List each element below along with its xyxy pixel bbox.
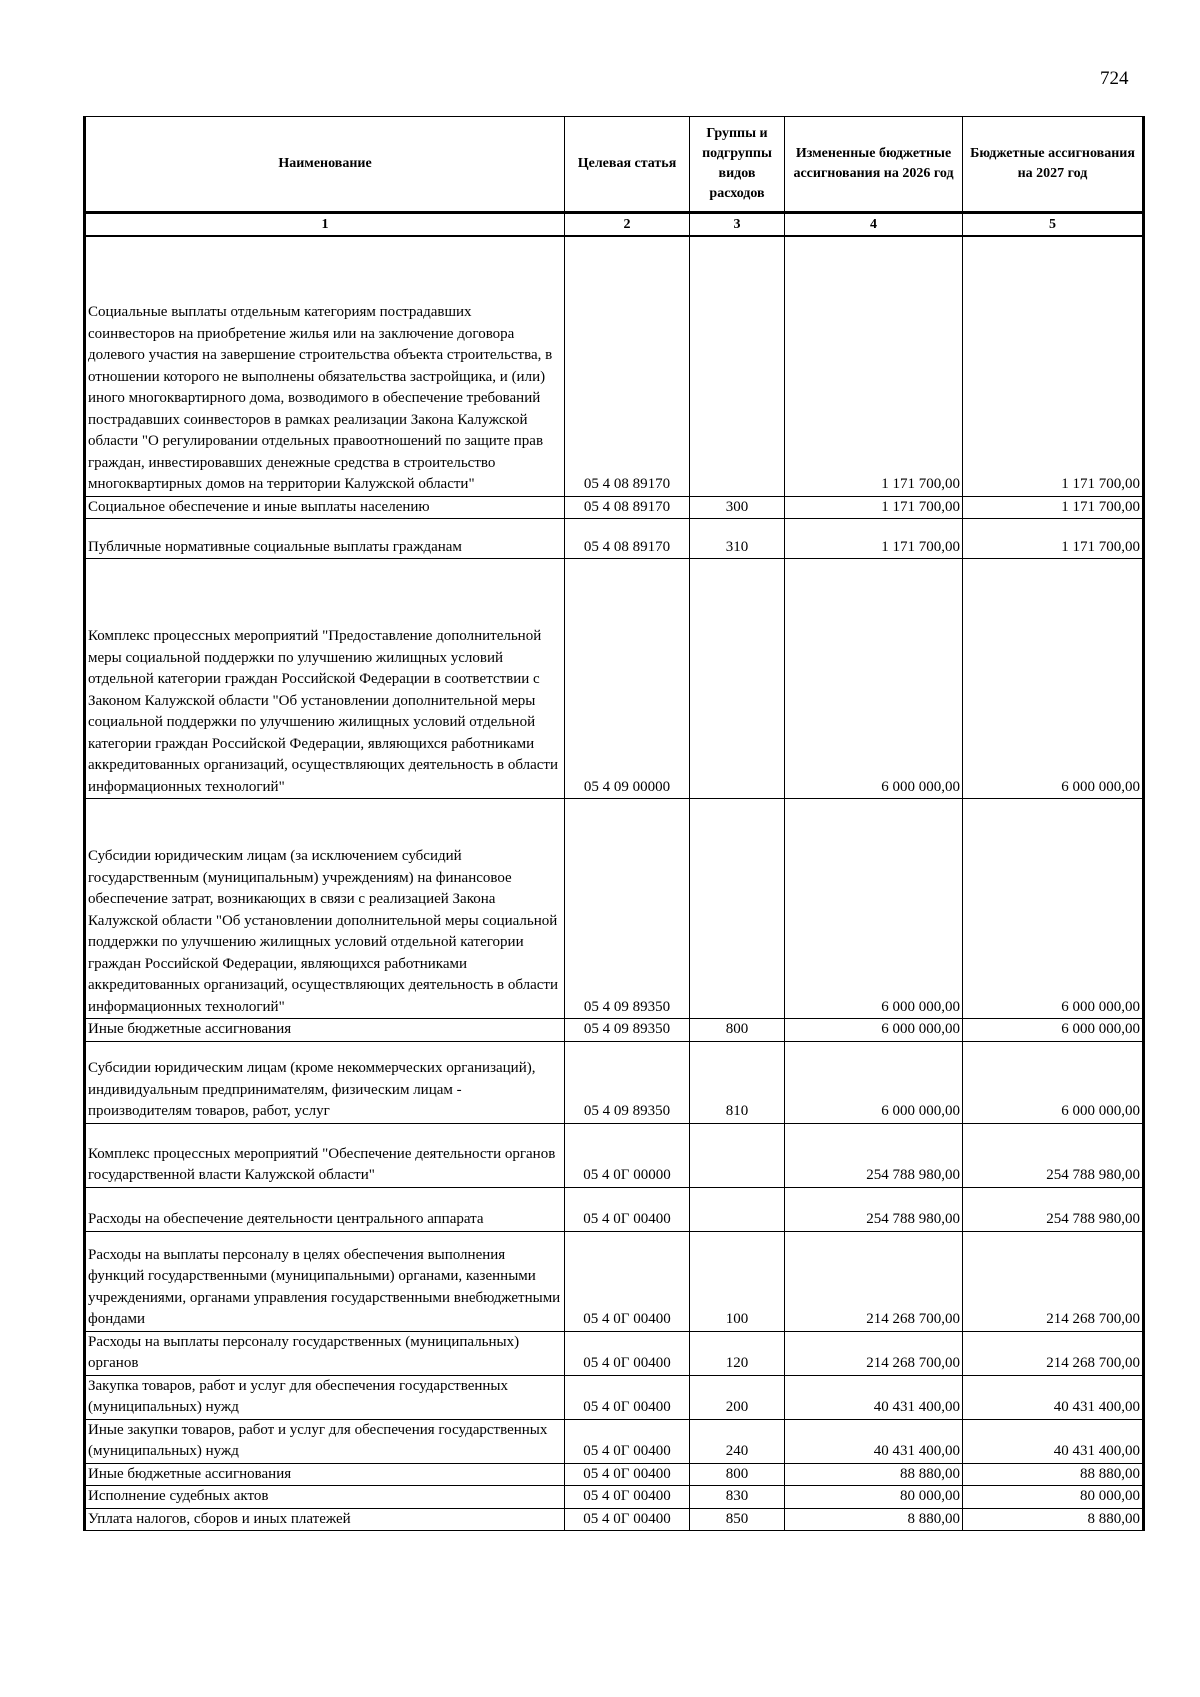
- row-code: 05 4 09 89350: [565, 1041, 690, 1123]
- header-row: [85, 117, 1144, 213]
- row-name: Закупка товаров, работ и услуг для обеспечения государственных (муниципальных) нужд: [85, 1375, 565, 1419]
- row-amount-2026: 254 788 980,00: [785, 1187, 963, 1231]
- row-group: 300: [690, 496, 785, 519]
- row-group: 100: [690, 1231, 785, 1331]
- row-code: 05 4 0Г 00400: [565, 1375, 690, 1419]
- row-amount-2027: 6 000 000,00: [963, 1019, 1144, 1042]
- table-row: [85, 559, 1144, 799]
- row-group: [690, 1123, 785, 1187]
- row-amount-2026: 6 000 000,00: [785, 1041, 963, 1123]
- row-amount-2026: 8 880,00: [785, 1508, 963, 1531]
- row-name: Субсидии юридическим лицам (за исключением субсидий государственным (муниципальным) учреждениям) на финансовое обеспечение затрат, возникающих в связи с реализацией Закона Калужской области "Об установлении дополнительной меры социальной поддержки по улучшению жилищных условий отдельной категории граждан Российской Федерации, являющихся работниками аккредитованных организаций, осуществляющих деятельность в области информационных технологий": [85, 799, 565, 1019]
- budget-table: [83, 116, 1145, 1531]
- row-group: 800: [690, 1463, 785, 1486]
- header-amount-2026: Измененные бюджетные ассигнования на 2026 год: [785, 117, 963, 213]
- row-amount-2027: 40 431 400,00: [963, 1375, 1144, 1419]
- table-row: [85, 496, 1144, 519]
- row-code: 05 4 0Г 00000: [565, 1123, 690, 1187]
- table-row: [85, 1331, 1144, 1375]
- row-name: Расходы на выплаты персоналу государственных (муниципальных) органов: [85, 1331, 565, 1375]
- row-amount-2026: 88 880,00: [785, 1463, 963, 1486]
- row-name: Иные бюджетные ассигнования: [85, 1463, 565, 1486]
- row-group: [690, 559, 785, 799]
- row-amount-2027: 8 880,00: [963, 1508, 1144, 1531]
- row-amount-2027: 80 000,00: [963, 1486, 1144, 1509]
- table-row: [85, 236, 1144, 496]
- row-amount-2027: 6 000 000,00: [963, 799, 1144, 1019]
- row-amount-2026: 254 788 980,00: [785, 1123, 963, 1187]
- row-group: 240: [690, 1419, 785, 1463]
- column-number-row: [85, 213, 1144, 237]
- table-row: [85, 1123, 1144, 1187]
- row-amount-2027: 254 788 980,00: [963, 1187, 1144, 1231]
- row-name: Иные бюджетные ассигнования: [85, 1019, 565, 1042]
- row-amount-2027: 1 171 700,00: [963, 519, 1144, 559]
- row-amount-2026: 40 431 400,00: [785, 1419, 963, 1463]
- row-code: 05 4 09 89350: [565, 799, 690, 1019]
- row-amount-2027: 214 268 700,00: [963, 1331, 1144, 1375]
- row-group: 810: [690, 1041, 785, 1123]
- row-amount-2027: 6 000 000,00: [963, 1041, 1144, 1123]
- row-group: [690, 236, 785, 496]
- row-name: Расходы на обеспечение деятельности центрального аппарата: [85, 1187, 565, 1231]
- column-number-1: 1: [85, 213, 565, 237]
- row-code: 05 4 09 00000: [565, 559, 690, 799]
- row-name: Иные закупки товаров, работ и услуг для обеспечения государственных (муниципальных) нужд: [85, 1419, 565, 1463]
- row-group: 120: [690, 1331, 785, 1375]
- header-amount-2027: Бюджетные ассигнования на 2027 год: [963, 117, 1144, 213]
- table-row: [85, 1419, 1144, 1463]
- row-amount-2026: 80 000,00: [785, 1486, 963, 1509]
- row-name: Социальные выплаты отдельным категориям пострадавших соинвесторов на приобретение жилья или на заключение договора долевого участия на завершение строительства объекта строительства, в отношении которого не выполнены обязательства застройщика, и (или) иного многоквартирного дома, возводимого в обеспечение требований пострадавших соинвесторов в рамках реализации Закона Калужской области "О регулировании отдельных правоотношений по защите прав граждан, инвестировавших денежные средства в строительство многоквартирных домов на территории Калужской области": [85, 236, 565, 496]
- row-code: 05 4 09 89350: [565, 1019, 690, 1042]
- row-group: [690, 799, 785, 1019]
- column-number-2: 2: [565, 213, 690, 237]
- row-code: 05 4 08 89170: [565, 519, 690, 559]
- column-number-3: 3: [690, 213, 785, 237]
- row-amount-2026: 6 000 000,00: [785, 559, 963, 799]
- row-amount-2027: 1 171 700,00: [963, 236, 1144, 496]
- row-amount-2026: 1 171 700,00: [785, 236, 963, 496]
- row-amount-2026: 214 268 700,00: [785, 1231, 963, 1331]
- row-name: Комплекс процессных мероприятий "Обеспечение деятельности органов государственной власти Калужской области": [85, 1123, 565, 1187]
- row-amount-2027: 214 268 700,00: [963, 1231, 1144, 1331]
- row-amount-2026: 1 171 700,00: [785, 519, 963, 559]
- table-row: [85, 1463, 1144, 1486]
- table-row: [85, 1508, 1144, 1531]
- row-code: 05 4 0Г 00400: [565, 1508, 690, 1531]
- row-amount-2026: 40 431 400,00: [785, 1375, 963, 1419]
- row-group: [690, 1187, 785, 1231]
- row-name: Исполнение судебных актов: [85, 1486, 565, 1509]
- table-row: [85, 1187, 1144, 1231]
- row-code: 05 4 08 89170: [565, 236, 690, 496]
- row-amount-2026: 1 171 700,00: [785, 496, 963, 519]
- row-group: 800: [690, 1019, 785, 1042]
- row-amount-2026: 6 000 000,00: [785, 799, 963, 1019]
- row-code: 05 4 0Г 00400: [565, 1463, 690, 1486]
- row-amount-2027: 1 171 700,00: [963, 496, 1144, 519]
- column-number-4: 4: [785, 213, 963, 237]
- table-row: [85, 1041, 1144, 1123]
- row-group: 850: [690, 1508, 785, 1531]
- row-amount-2027: 254 788 980,00: [963, 1123, 1144, 1187]
- row-group: 830: [690, 1486, 785, 1509]
- table-row: [85, 1019, 1144, 1042]
- row-amount-2027: 40 431 400,00: [963, 1419, 1144, 1463]
- column-number-5: 5: [963, 213, 1144, 237]
- row-group: 310: [690, 519, 785, 559]
- row-name: Комплекс процессных мероприятий "Предоставление дополнительной меры социальной поддержки по улучшению жилищных условий отдельной категории граждан Российской Федерации в соответствии с Законом Калужской области "Об установлении дополнительной меры социальной поддержки по улучшению жилищных условий отдельной категории граждан Российской Федерации, являющихся работниками аккредитованных организаций, осуществляющих деятельность в области информационных технологий": [85, 559, 565, 799]
- row-name: Публичные нормативные социальные выплаты гражданам: [85, 519, 565, 559]
- row-amount-2027: 6 000 000,00: [963, 559, 1144, 799]
- page-number: 724: [1100, 68, 1129, 89]
- row-amount-2026: 214 268 700,00: [785, 1331, 963, 1375]
- row-code: 05 4 0Г 00400: [565, 1187, 690, 1231]
- row-name: Социальное обеспечение и иные выплаты населению: [85, 496, 565, 519]
- row-code: 05 4 0Г 00400: [565, 1331, 690, 1375]
- header-target-article: Целевая статья: [565, 117, 690, 213]
- row-name: Расходы на выплаты персоналу в целях обеспечения выполнения функций государственными (муниципальными) органами, казенными учреждениями, органами управления государственными внебюджетными фондами: [85, 1231, 565, 1331]
- row-group: 200: [690, 1375, 785, 1419]
- row-amount-2026: 6 000 000,00: [785, 1019, 963, 1042]
- row-code: 05 4 0Г 00400: [565, 1231, 690, 1331]
- row-amount-2027: 88 880,00: [963, 1463, 1144, 1486]
- table-row: [85, 799, 1144, 1019]
- table-row: [85, 1486, 1144, 1509]
- row-code: 05 4 08 89170: [565, 496, 690, 519]
- row-code: 05 4 0Г 00400: [565, 1486, 690, 1509]
- table-row: [85, 1231, 1144, 1331]
- row-name: Уплата налогов, сборов и иных платежей: [85, 1508, 565, 1531]
- header-expense-groups: Группы и подгруппы видов расходов: [690, 117, 785, 213]
- row-code: 05 4 0Г 00400: [565, 1419, 690, 1463]
- table-row: [85, 519, 1144, 559]
- header-name: Наименование: [85, 117, 565, 213]
- row-name: Субсидии юридическим лицам (кроме некоммерческих организаций), индивидуальным предпринимателям, физическим лицам - производителям товаров, работ, услуг: [85, 1041, 565, 1123]
- table-row: [85, 1375, 1144, 1419]
